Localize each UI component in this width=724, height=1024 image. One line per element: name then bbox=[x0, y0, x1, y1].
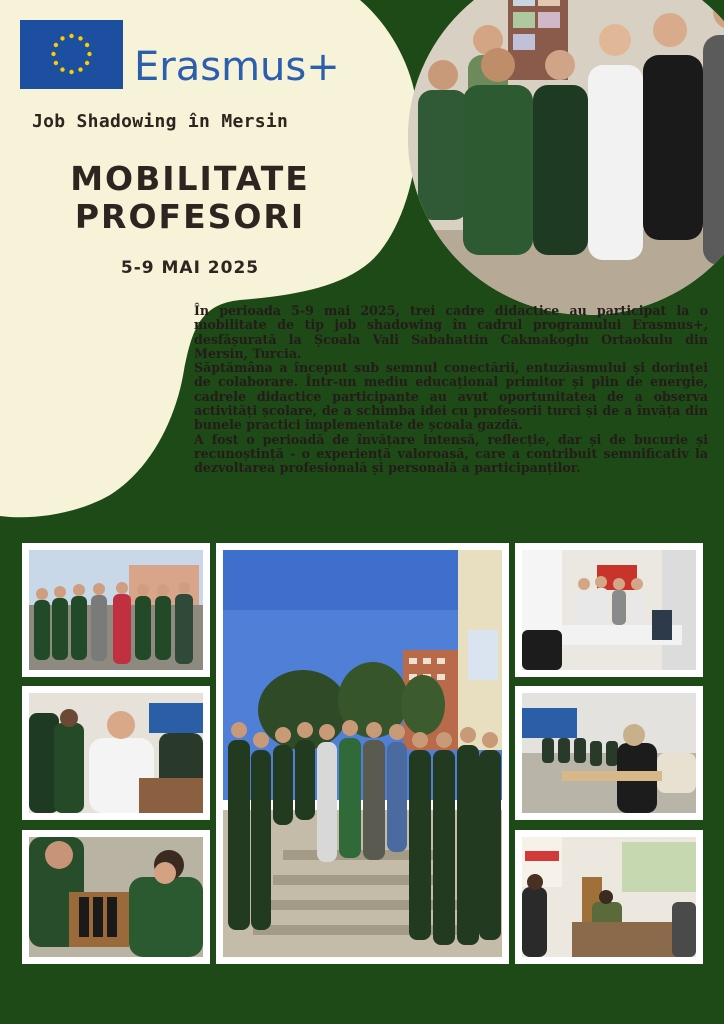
eu-flag-icon bbox=[20, 20, 123, 89]
event-dates: 5-9 MAI 2025 bbox=[120, 258, 260, 278]
page-title bbox=[40, 160, 340, 236]
paragraph-1: În perioada 5-9 mai 2025, trei cadre didactice au participat la o mobilitate de tip job shadowing în cadrul programului Erasmus+, desfășurată la Școala Vali Sabahattin Cakmakoglu Ortaokulu din Mersin, Turcia. bbox=[194, 303, 708, 361]
photo-frame-outdoor-group bbox=[22, 543, 210, 677]
subtitle: Job Shadowing în Mersin bbox=[32, 111, 289, 132]
photo-frame-school-group bbox=[216, 543, 509, 964]
photo-frame-classroom-teacher bbox=[22, 686, 210, 820]
photo-frame-classroom-observation bbox=[515, 686, 703, 820]
paragraph-3: A fost o perioadă de învățare intensă, reflecție, dar și de bucurie și recunoștință - o experiență valoroasă, care a contribuit semnificativ la dezvoltarea profesională și personală a participanților. bbox=[194, 431, 708, 476]
photo-frame-classroom-crafts bbox=[515, 830, 703, 964]
paragraph-2: Săptămâna a început sub semnul conectării, entuziasmului și dorinței de colaborare. Într-un mediu educațional primitor și plin de energie, cadrele didactice participante au avut oportunitatea de a observa activități școlare, de a schimba idei cu profesorii turci și de a învăța din bunele practici implementate de școala gazdă. bbox=[194, 360, 708, 433]
erasmus-logo-text: Erasmus+ bbox=[134, 44, 340, 90]
title-line-2: PROFESORI bbox=[74, 197, 306, 236]
title-line-1: MOBILITATE bbox=[70, 159, 310, 198]
photo-frame-game-board bbox=[22, 830, 210, 964]
photo-frame-office-meeting bbox=[515, 543, 703, 677]
description-text bbox=[194, 304, 708, 476]
